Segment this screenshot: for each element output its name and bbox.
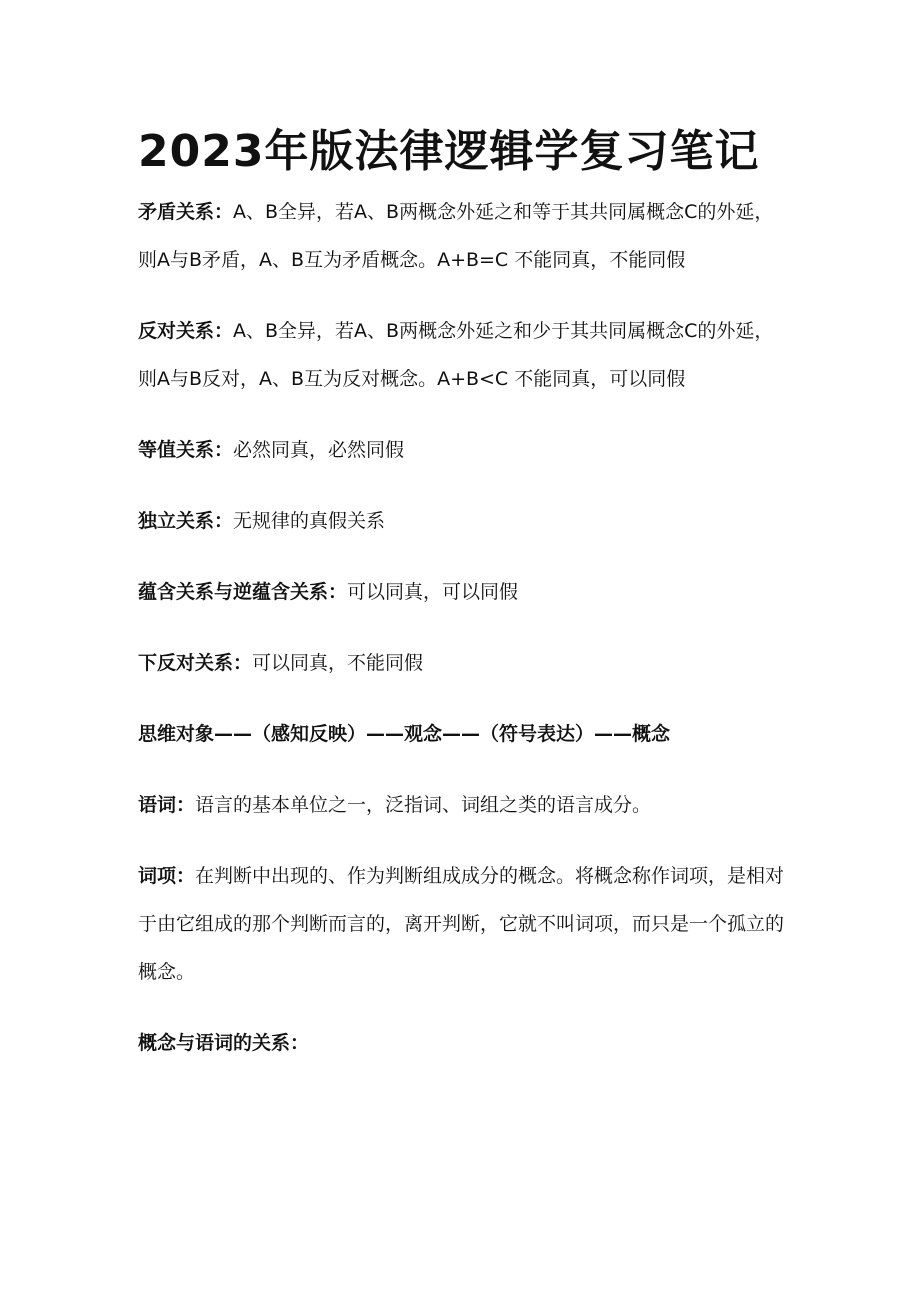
entry-term: 等值关系： (138, 439, 234, 461)
entry-term: 语词： (138, 794, 196, 816)
entry-word (138, 781, 788, 829)
entry-term: 矛盾关系： (138, 201, 234, 223)
document-title: 2023年版法律逻辑学复习笔记 (138, 126, 760, 177)
entry-thinking-object-chain (138, 710, 788, 758)
entry-term: 思维对象——（感知反映）——观念——（符号表达）——概念 (138, 723, 671, 745)
entry-contradictory-relation (138, 188, 788, 284)
entry-term: 反对关系： (138, 320, 234, 342)
entry-term: 蕴含关系与逆蕴含关系： (138, 581, 348, 603)
entry-term: 概念与语词的关系： (138, 1032, 310, 1054)
entry-term: 独立关系： (138, 510, 234, 532)
entry-text: 在判断中出现的、作为判断组成成分的概念。将概念称作词项，是相对于由它组成的那个判断而言的，离开判断，它就不叫词项，而只是一个孤立的概念。 (138, 865, 785, 983)
entry-contrary-relation (138, 307, 788, 403)
entry-text: 必然同真，必然同假 (233, 439, 405, 461)
entry-text: A、B全异，若A、B两概念外延之和等于其共同属概念C的外延，则A与B矛盾，A、B互为矛盾概念。A+B=C 不能同真，不能同假 (138, 201, 774, 271)
entry-term: 词项： (138, 865, 196, 887)
entry-text: 可以同真，可以同假 (347, 581, 519, 603)
entry-equivalence-relation (138, 426, 788, 474)
entry-text: 无规律的真假关系 (233, 510, 386, 532)
entry-concept-word-relation (138, 1019, 788, 1067)
entry-text: 可以同真，不能同假 (252, 652, 424, 674)
entry-text: A、B全异，若A、B两概念外延之和少于其共同属概念C的外延，则A与B反对，A、B互为反对概念。A+B<C 不能同真，可以同假 (138, 320, 774, 390)
document-page (138, 118, 788, 1067)
entry-subcontrary-relation (138, 639, 788, 687)
entry-term: 下反对关系： (138, 652, 253, 674)
entry-text: 语言的基本单位之一，泛指词、词组之类的语言成分。 (195, 794, 652, 816)
entry-implication-relation (138, 568, 788, 616)
entry-term-definition (138, 852, 788, 996)
entry-independence-relation (138, 497, 788, 545)
